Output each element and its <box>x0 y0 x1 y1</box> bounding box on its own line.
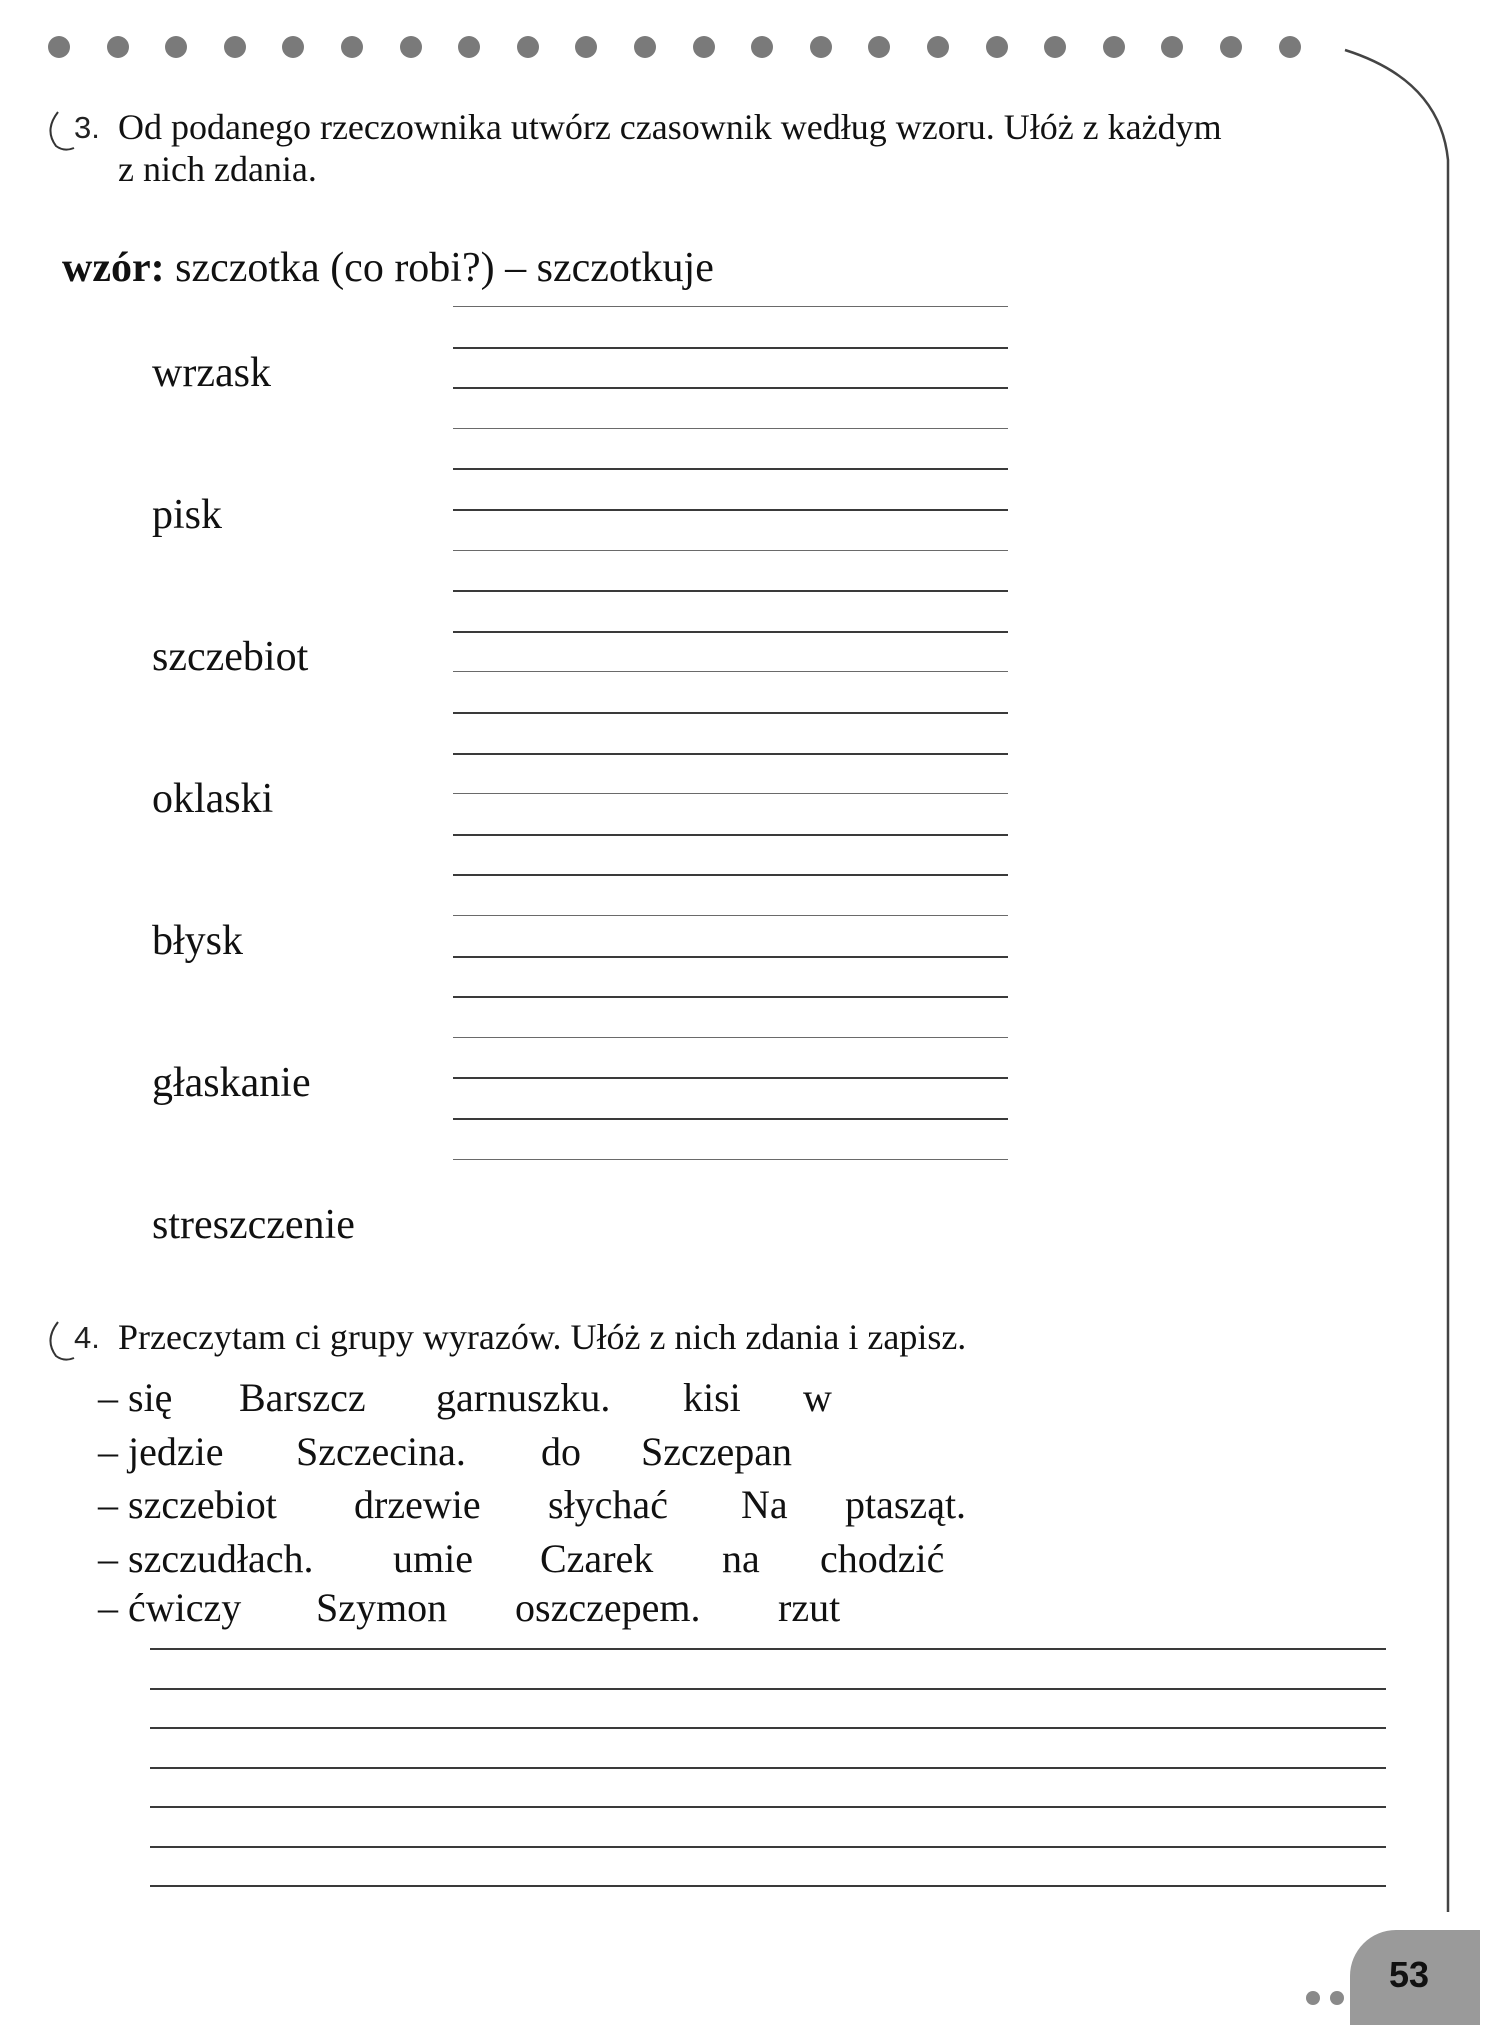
answer-line[interactable] <box>150 1727 1386 1729</box>
word: kisi <box>683 1375 741 1420</box>
word: ptasząt. <box>845 1482 967 1527</box>
task-4-bracket-icon <box>42 1318 78 1362</box>
writing-line[interactable] <box>453 468 1008 470</box>
word: w <box>803 1375 832 1420</box>
writing-line[interactable] <box>453 347 1008 349</box>
writing-line[interactable] <box>453 712 1008 714</box>
writing-line[interactable] <box>453 753 1008 755</box>
word: do <box>541 1429 581 1474</box>
noun-oklaski: oklaski <box>152 776 274 822</box>
page-number-dot <box>1306 1991 1320 2005</box>
task-3-number: 3. <box>74 110 100 145</box>
writing-line[interactable] <box>453 956 1008 958</box>
writing-line[interactable] <box>453 671 1008 672</box>
word: Na <box>741 1482 788 1527</box>
writing-line[interactable] <box>453 509 1008 511</box>
word: na <box>722 1536 760 1581</box>
word: Czarek <box>540 1536 654 1581</box>
page-number: 53 <box>1389 1954 1430 1995</box>
answer-line[interactable] <box>150 1885 1386 1887</box>
writing-line[interactable] <box>453 631 1008 633</box>
answer-line[interactable] <box>150 1846 1386 1848</box>
task-4-number: 4. <box>74 1320 100 1355</box>
noun-streszczenie: streszczenie <box>152 1202 355 1248</box>
word: garnuszku. <box>436 1375 611 1420</box>
word: – szczebiot <box>98 1482 277 1527</box>
task-3-instruction-line2: z nich zdania. <box>118 149 317 189</box>
pattern-label: wzór: <box>62 245 165 291</box>
writing-line[interactable] <box>453 428 1008 429</box>
task-4-instruction: Przeczytam ci grupy wyrazów. Ułóż z nich zdania i zapisz. <box>118 1317 967 1357</box>
word: słychać <box>548 1482 668 1527</box>
writing-line[interactable] <box>453 793 1008 794</box>
writing-line[interactable] <box>453 590 1008 592</box>
word: Szczecina. <box>296 1429 466 1474</box>
writing-line[interactable] <box>453 834 1008 836</box>
task-3-pattern <box>62 244 714 292</box>
writing-line[interactable] <box>453 1077 1008 1079</box>
word: chodzić <box>820 1536 945 1581</box>
writing-line[interactable] <box>453 915 1008 916</box>
writing-line[interactable] <box>453 874 1008 876</box>
noun-glaskanie: głaskanie <box>152 1060 311 1106</box>
writing-line[interactable] <box>453 550 1008 551</box>
noun-wrzask: wrzask <box>152 350 271 396</box>
writing-line[interactable] <box>453 1159 1008 1160</box>
noun-szczebiot: szczebiot <box>152 634 309 680</box>
writing-line[interactable] <box>453 996 1008 998</box>
pattern-text: szczotka (co robi?) – szczotkuje <box>164 245 714 291</box>
writing-line[interactable] <box>453 1037 1008 1038</box>
noun-blysk: błysk <box>152 918 244 964</box>
word: – się <box>98 1375 173 1420</box>
answer-line[interactable] <box>150 1648 1386 1650</box>
page-number-dot <box>1330 1991 1344 2005</box>
writing-line[interactable] <box>453 306 1008 307</box>
word: Szczepan <box>641 1429 793 1474</box>
task-3-bracket-icon <box>42 108 78 152</box>
word: rzut <box>778 1585 841 1630</box>
answer-line[interactable] <box>150 1767 1386 1769</box>
writing-line[interactable] <box>453 387 1008 389</box>
noun-pisk: pisk <box>152 492 223 538</box>
word: umie <box>393 1536 473 1581</box>
word: – szczudłach. <box>98 1536 314 1581</box>
word: – ćwiczy <box>98 1585 242 1630</box>
word: Szymon <box>316 1585 448 1630</box>
writing-line[interactable] <box>453 1118 1008 1120</box>
word: – jedzie <box>98 1429 224 1474</box>
answer-line[interactable] <box>150 1688 1386 1690</box>
task-3-instruction-line1: Od podanego rzeczownika utwórz czasownik według wzoru. Ułóż z każdym <box>118 107 1222 147</box>
answer-line[interactable] <box>150 1806 1386 1808</box>
word: oszczepem. <box>515 1585 701 1630</box>
word: Barszcz <box>239 1375 366 1420</box>
word: drzewie <box>354 1482 481 1527</box>
